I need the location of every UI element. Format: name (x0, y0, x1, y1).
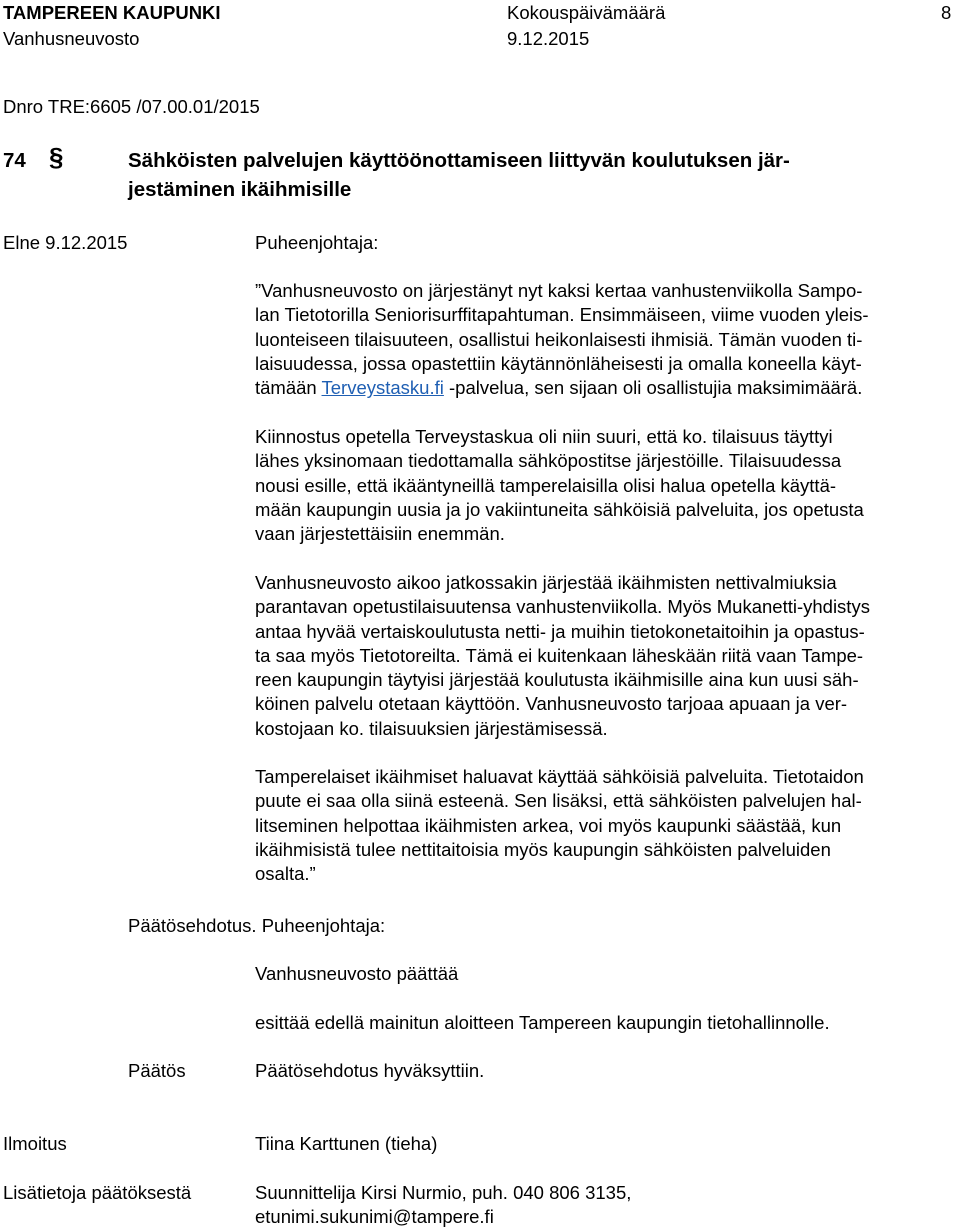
paragraph-line: osalta.” (255, 863, 316, 885)
info-email: etunimi.sukunimi@tampere.fi (255, 1206, 494, 1227)
item-title-line-1: Sähköisten palvelujen käyttöönottamiseen liittyvän koulutuksen jär- (128, 149, 790, 172)
text-fragment: tämään (255, 377, 322, 399)
paragraph-line: Vanhusneuvosto aikoo jatkossakin järjestää ikäihmisten nettivalmiuksia (255, 572, 837, 593)
paragraph-line: nousi esille, että ikääntyneillä tamperelaisilla olisi halua opetella käyttä- (255, 474, 837, 496)
org-name: TAMPEREEN KAUPUNKI (3, 2, 221, 23)
item-title-line-2: jestäminen ikäihmisille (128, 178, 352, 201)
paragraph-line: mään kaupungin uusia ja jo vakiintuneita sähköisiä palveluita, jos opetusta (255, 498, 864, 520)
paragraph-line: Kiinnostus opetella Terveystaskua oli niin suuri, että ko. tilaisuus täyttyi (255, 426, 833, 447)
paragraph-4 (255, 765, 955, 886)
notice-text: Tiina Karttunen (tieha) (255, 1133, 438, 1154)
paragraph-line: lähes yksinomaan tiedottamalla sähköpostitse järjestöille. Tilaisuudessa (255, 450, 842, 472)
presenter-label: Puheenjohtaja: (255, 232, 379, 253)
record-number: Dnro TRE:6605 /07.00.01/2015 (3, 96, 260, 117)
decision-label: Päätös (128, 1060, 186, 1081)
proposal-line-2: esittää edellä mainitun aloitteen Tampereen kaupungin tietohallinnolle. (255, 1012, 830, 1033)
paragraph-line (255, 376, 955, 400)
preparation-label: Elne 9.12.2015 (3, 232, 128, 253)
paragraph-line: köinen palvelu otetaan käyttöön. Vanhusneuvosto tarjoaa apuaan ja ver- (255, 693, 848, 715)
paragraph-line: kostojaan ko. tilaisuuksien järjestämisessä. (255, 717, 608, 739)
text-fragment: -palvelua, sen sijaan oli osallistujia maksimimäärä. (443, 377, 863, 399)
section-symbol: § (49, 142, 64, 172)
page-number: 8 (941, 2, 952, 23)
paragraph-line: ta saa myös Tietotoreilta. Tämä ei kuitenkaan läheskään riitä vaan Tampe- (255, 644, 864, 666)
terveystasku-link[interactable]: Terveystasku.fi (321, 377, 444, 399)
notice-label: Ilmoitus (3, 1133, 67, 1154)
paragraph-line: parantavan opetustilaisuutensa vanhustenviikolla. Myös Mukanetti-yhdistys (255, 596, 870, 618)
paragraph-line: vaan järjestettäisiin enemmän. (255, 523, 505, 545)
decision-text: Päätösehdotus hyväksyttiin. (255, 1060, 485, 1081)
body-name: Vanhusneuvosto (3, 28, 140, 49)
paragraph-line: ikäihmisistä tulee nettitaitoisia myös kaupungin sähköisten palveluiden (255, 838, 831, 860)
paragraph-2 (255, 425, 955, 546)
info-label: Lisätietoja päätöksestä (3, 1182, 192, 1203)
item-number: 74 (3, 149, 26, 172)
meeting-date-label: Kokouspäivämäärä (507, 2, 666, 23)
info-contact: Suunnittelija Kirsi Nurmio, puh. 040 806 3135, (255, 1182, 632, 1203)
paragraph-line: reen kaupungin täytyisi järjestää koulutusta ikäihmisille aina kun uusi säh- (255, 669, 859, 691)
paragraph-line: antaa hyvää vertaiskoulutusta netti- ja muihin tietokonetaitoihin ja opastus- (255, 620, 865, 642)
paragraph-3 (255, 571, 955, 741)
paragraph-line: ”Vanhusneuvosto on järjestänyt nyt kaksi kertaa vanhustenviikolla Sampo- (255, 280, 863, 301)
paragraph-line: litseminen helpottaa ikäihmisten arkea, voi myös kaupunki säästää, kun (255, 814, 842, 836)
paragraph-line: lan Tietotorilla Seniorisurffitapahtuman. Ensimmäiseen, viime vuoden yleis- (255, 304, 869, 326)
paragraph-line: laisuudessa, jossa opastettiin käytännönläheisesti ja omalla koneella käyt- (255, 352, 862, 374)
meeting-date: 9.12.2015 (507, 28, 590, 49)
paragraph-line: Tamperelaiset ikäihmiset haluavat käyttää sähköisiä palveluita. Tietotaidon (255, 766, 864, 787)
proposal-line-1: Vanhusneuvosto päättää (255, 963, 459, 984)
paragraph-line: luonteiseen tilaisuuteen, osallistui heikonlaisesti ihmisiä. Tämän vuoden ti- (255, 328, 863, 350)
proposal-heading: Päätösehdotus. Puheenjohtaja: (128, 915, 386, 936)
paragraph-1 (255, 279, 955, 400)
paragraph-line: puute ei saa olla siinä esteenä. Sen lisäksi, että sähköisten palvelujen hal- (255, 790, 862, 812)
